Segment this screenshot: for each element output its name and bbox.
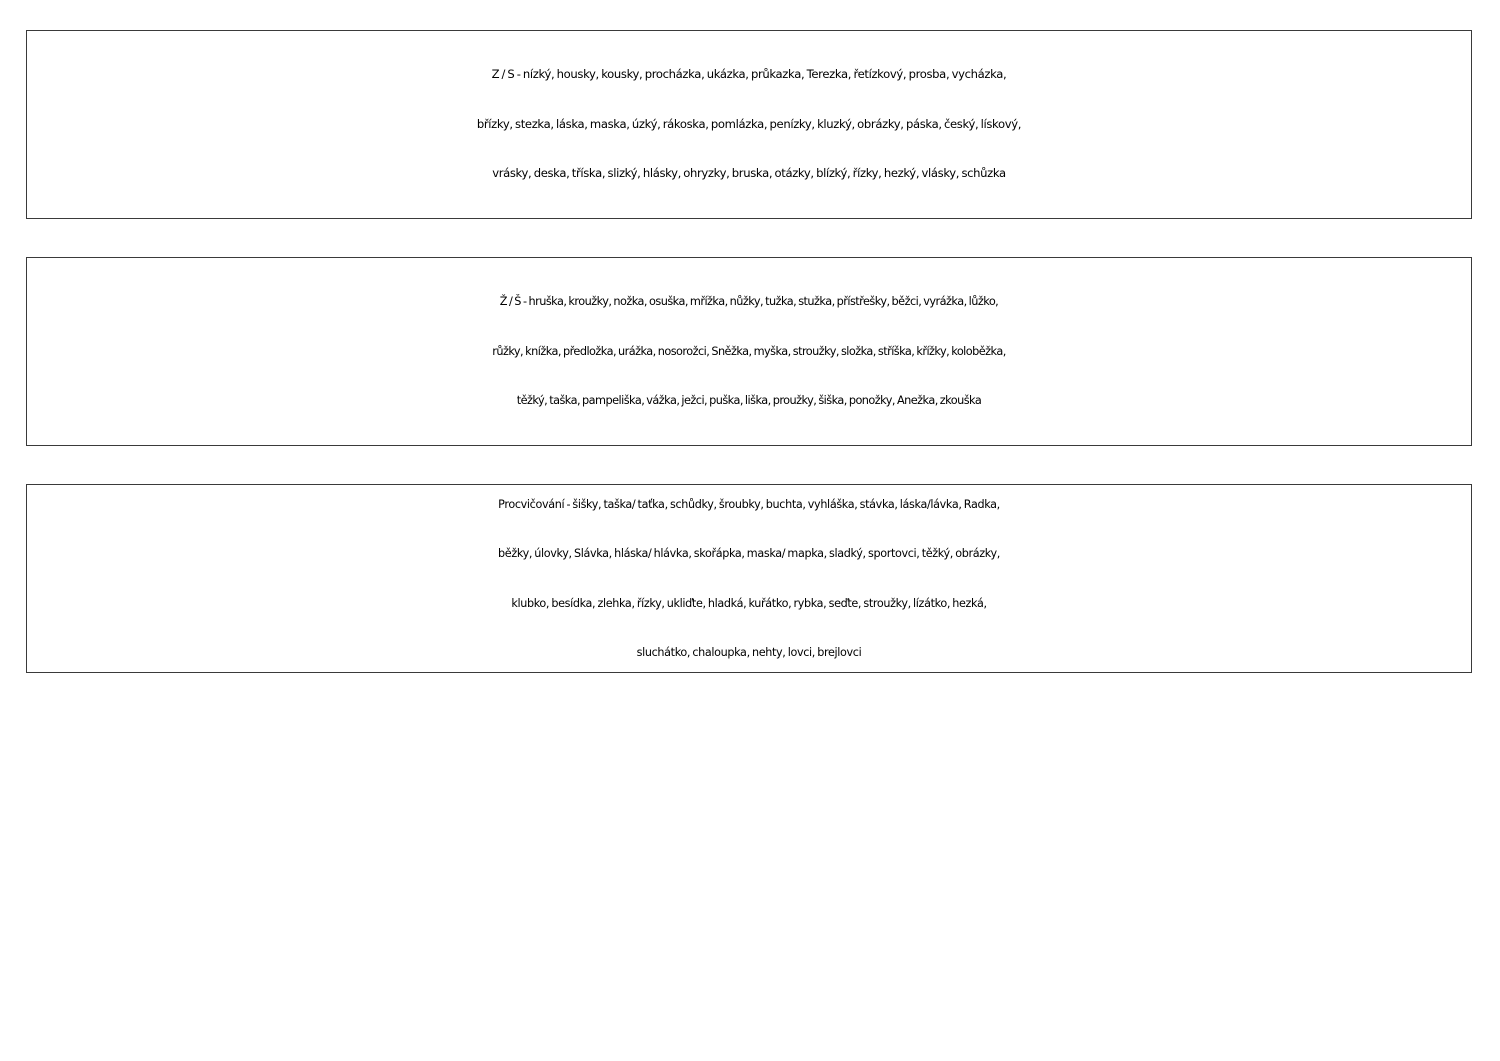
word-line: růžky, knížka, předložka, urážka, nosorožci, Sněžka, myška, stroužky, složka, stříška, křížky, koloběžka, (492, 344, 1006, 358)
word-list-practice (27, 480, 1471, 678)
word-line: Procvičování - šišky, taška/ taťka, schůdky, šroubky, buchta, vyhláška, stávka, láska/lávka, Radka, (498, 497, 1000, 511)
word-line: běžky, úlovky, Slávka, hláska/ hlávka, skořápka, maska/ mapka, sladký, sportovci, těžký, obrázky, (498, 547, 1000, 560)
word-line: vrásky, deska, tříska, slizký, hlásky, ohryzky, bruska, otázky, blízký, řízky, hezký, vlásky, schůzka (492, 166, 1006, 181)
word-line: Ž / Š - hruška, kroužky, nožka, osuška, mřížka, nůžky, tužka, stužka, přístřešky, běžci, vyrážka, lůžko, (499, 295, 999, 309)
word-line: břízky, stezka, láska, maska, úzký, rákoska, pomlázka, penízky, kluzký, obrázky, páska, český, lískový, (476, 116, 1022, 131)
word-line: těžký, taška, pampeliška, vážka, ježci, puška, liška, proužky, šiška, ponožky, Anežka, zkouška (516, 394, 982, 408)
word-box-practice (26, 484, 1472, 673)
word-line: sluchátko, chaloupka, nehty, lovci, brejlovci (636, 646, 862, 659)
word-box-z-s (26, 30, 1472, 219)
word-line: Z / S - nízký, housky, kousky, procházka, ukázka, průkazka, Terezka, řetízkový, prosba, vycházka, (491, 67, 1007, 82)
word-box-zh-sh (26, 257, 1472, 446)
word-line: klubko, besídka, zlehka, řízky, ukliďte, hladká, kuřátko, rybka, seďte, stroužky, lízátko, hezká, (511, 596, 987, 610)
word-list-zh-sh (27, 277, 1471, 426)
word-list-z-s (27, 50, 1471, 199)
